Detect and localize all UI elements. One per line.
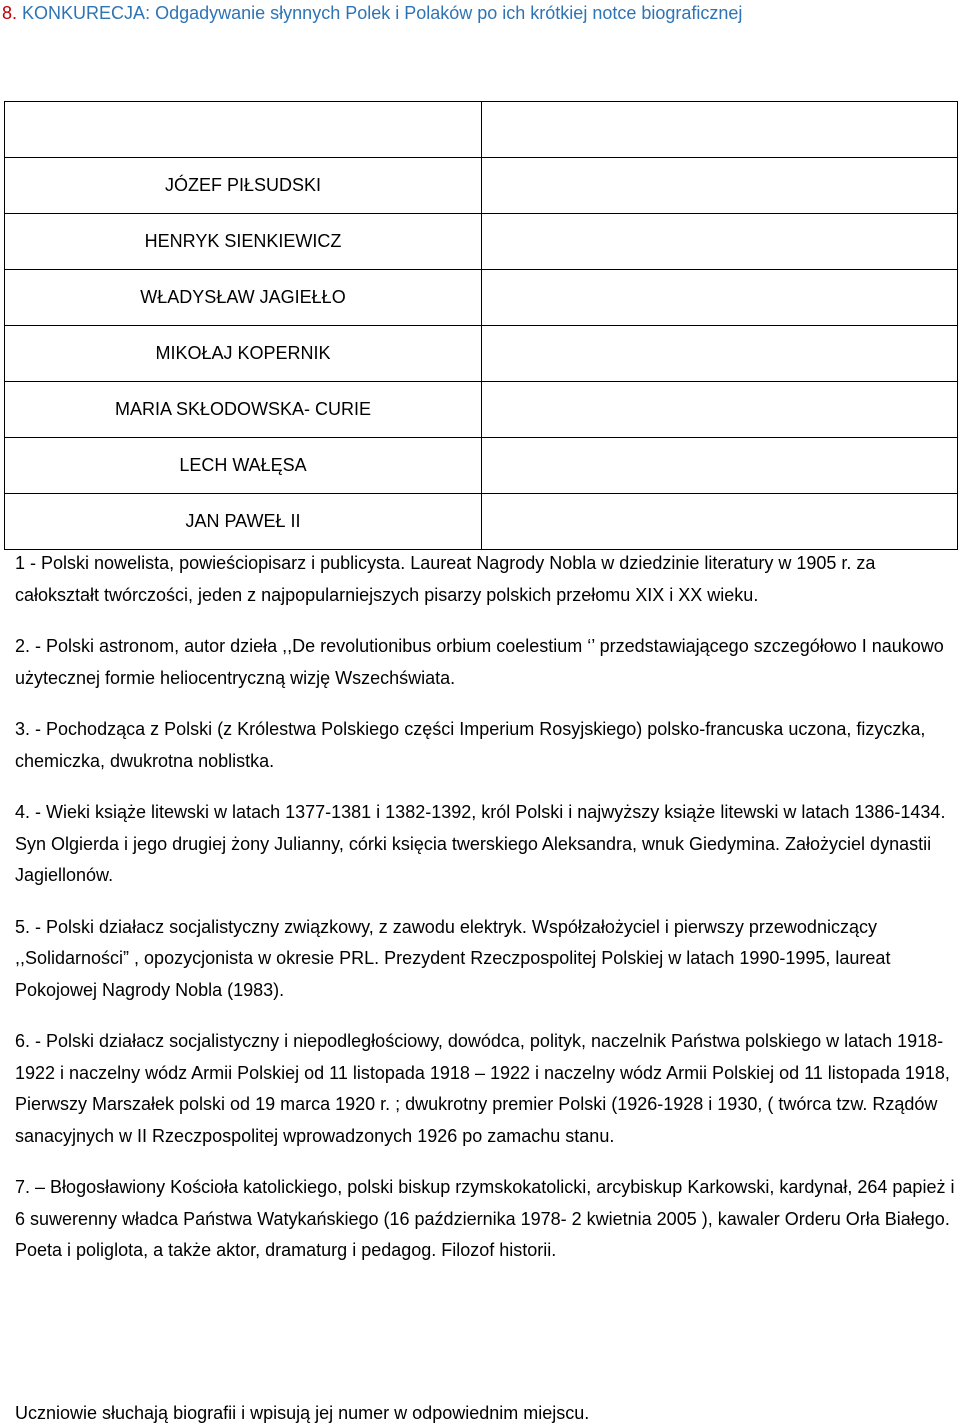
table-row — [5, 270, 958, 326]
name-cell: JÓZEF PIŁSUDSKI — [5, 158, 482, 214]
heading-label: KONKURECJA — [22, 3, 146, 23]
answer-cell[interactable] — [482, 438, 958, 494]
answer-cell[interactable] — [482, 270, 958, 326]
clue-text: Polski działacz socjalistyczny związkowy, z zawodu elektryk. Współzałożyciel i pierwszy przewodniczący ,,Solidarności” , opozycjonista w okresie PRL. Prezydent Rzeczpospolitej Polskiej w latach 1990-1995, laureat Pokojowej Nagrody Nobla (1983). — [15, 916, 891, 1000]
table-row — [5, 494, 958, 550]
clue-4 — [15, 797, 955, 892]
answer-cell[interactable] — [482, 158, 958, 214]
name-cell — [5, 102, 482, 158]
table-row — [5, 102, 958, 158]
clue-text: Polski nowelista, powieściopisarz i publicysta. Laureat Nagrody Nobla w dziedzinie literatury w 1905 r. za całokształt twórczości, jeden z najpopularniejszych pisarzy polskich przełomu XIX i XX wieku. — [15, 553, 876, 605]
name-cell: LECH WAŁĘSA — [5, 438, 482, 494]
clue-number: 4. - — [15, 802, 42, 822]
name-cell: WŁADYSŁAW JAGIEŁŁO — [5, 270, 482, 326]
heading-colon: : — [145, 3, 151, 23]
instruction-footer: Uczniowie słuchają biografii i wpisują jej numer w odpowiednim miejscu. — [15, 1403, 590, 1423]
answer-cell[interactable] — [482, 326, 958, 382]
heading-number: 8. — [2, 3, 18, 23]
clue-number: 7. – — [15, 1177, 46, 1197]
clue-number: 6. - — [15, 1031, 42, 1051]
answer-cell[interactable] — [482, 214, 958, 270]
clue-text: Błogosławiony Kościoła katolickiego, polski biskup rzymskokatolicki, arcybiskup Karkowski, kardynał, 264 papież i 6 suwerenny władca Państwa Watykańskiego (16 października 1978- 2 kwietnia 2005 ), kawaler Orderu Orła Białego. Poeta i poliglota, a także aktor, dramaturg i pedagog. Filozof historii. — [15, 1177, 955, 1260]
clue-6 — [15, 1026, 955, 1152]
name-cell: HENRYK SIENKIEWICZ — [5, 214, 482, 270]
clue-1 — [15, 548, 955, 611]
clue-number: 3. - — [15, 719, 42, 739]
clue-number: 2. - — [15, 636, 42, 656]
table-row — [5, 326, 958, 382]
name-cell: JAN PAWEŁ II — [5, 494, 482, 550]
clue-3 — [15, 714, 955, 777]
answer-cell[interactable] — [482, 494, 958, 550]
table-row — [5, 382, 958, 438]
clue-text: Pochodząca z Polski (z Królestwa Polskiego części Imperium Rosyjskiego) polsko-francuska uczona, fizyczka, chemiczka, dwukrotna noblistka. — [15, 719, 926, 771]
clue-2 — [15, 631, 955, 694]
clue-text: Wieki książe litewski w latach 1377-1381 i 1382-1392, król Polski i najwyższy książe litewski w latach 1386-1434. Syn Olgierda i jego drugiej żony Julianny, córki księcia twerskiego Aleksandra, wnuk Giedymina. Założyciel dynastii Jagiellonów. — [15, 802, 946, 885]
table-row — [5, 158, 958, 214]
table-row — [5, 438, 958, 494]
table-row — [5, 214, 958, 270]
answer-cell[interactable] — [482, 382, 958, 438]
clue-5 — [15, 912, 955, 1007]
name-cell: MARIA SKŁODOWSKA- CURIE — [5, 382, 482, 438]
clue-number: 1 - — [15, 553, 37, 573]
name-cell: MIKOŁAJ KOPERNIK — [5, 326, 482, 382]
clues-list — [15, 548, 955, 1287]
clue-text: Polski astronom, autor dzieła ,,De revolutionibus orbium coelestium ‘’ przedstawiającego szczegółowo I naukowo użytecznej formie heliocentryczną wizję Wszechświata. — [15, 636, 944, 688]
answer-cell[interactable] — [482, 102, 958, 158]
clue-text: Polski działacz socjalistyczny i niepodległościowy, dowódca, polityk, naczelnik Państwa polskiego w latach 1918-1922 i naczelny wódz Armii Polskiej od 11 listopada 1918 – 1922 i naczelny wódz Armii Polskiej od 11 listopada 1918, Pierwszy Marszałek polski od 19 marca 1920 r. ; dwukrotny premier Polski (1926-1928 i 1930, ( twórca tzw. Rządów sanacyjnych w II Rzeczpospolitej wprowadzonych 1926 po zamachu stanu. — [15, 1031, 950, 1146]
section-heading — [2, 0, 957, 26]
clue-number: 5. - — [15, 916, 42, 937]
clue-7 — [15, 1172, 955, 1267]
heading-text: Odgadywanie słynnych Polek i Polaków po ich krótkiej notce biograficznej — [155, 3, 743, 23]
names-table — [4, 101, 958, 550]
